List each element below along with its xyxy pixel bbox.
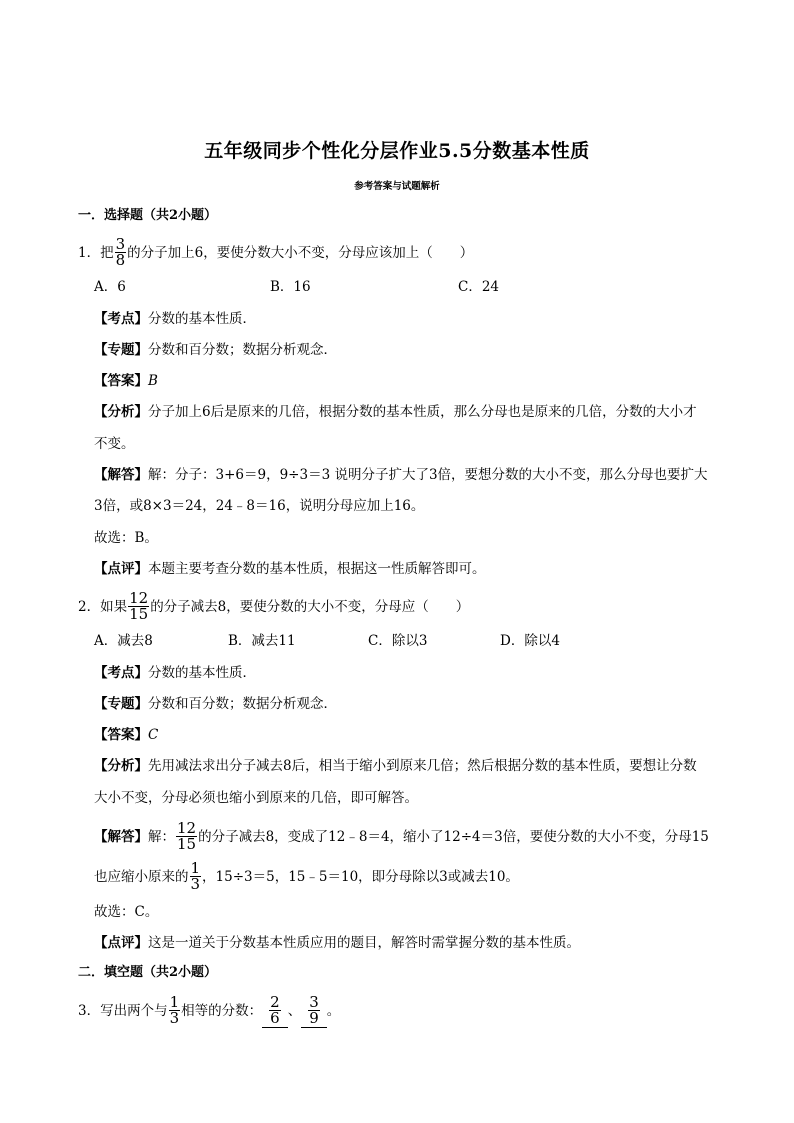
- q2-analysis-line-2: 大小不变，分母必须也缩小到原来的几倍，即可解答。: [94, 790, 418, 806]
- q2-option-d: D．除以4: [500, 633, 560, 649]
- q1-analysis-line-1: 【分析】分子加上6后是原来的几倍，根据分数的基本性质，那么分母也是原来的几倍，分数的大小才: [94, 404, 697, 420]
- q2-solution-line-2: 也应缩小原来的 $\frac{1}{3}$ ，15÷3＝5，15﹣5＝10，即分母除以3或减去10。: [94, 859, 519, 893]
- q1-comment: 【点评】本题主要考查分数的基本性质，根据这一性质解答即可。: [94, 561, 486, 577]
- q2-kaodian: 【考点】分数的基本性质．: [94, 665, 256, 681]
- q1-option-a: A．6: [94, 279, 126, 295]
- q1-solution-line-2: 3倍，或8×3＝24，24﹣8＝16，说明分母应加上16。: [94, 498, 425, 514]
- q1-choice: 故选：B。: [94, 530, 158, 546]
- q2-fraction: $\frac{12}{15}$: [129, 589, 149, 623]
- q1-kaodian: 【考点】分数的基本性质．: [94, 311, 256, 327]
- q2-comment: 【点评】这是一道关于分数基本性质应用的题目，解答时需掌握分数的基本性质。: [94, 935, 580, 951]
- q1-analysis-line-2: 不变。: [94, 436, 135, 452]
- q1-zhuanti: 【专题】分数和百分数；数据分析观念．: [94, 342, 337, 358]
- document-subtitle: 参考答案与试题解析: [354, 181, 440, 192]
- q2-option-c: C．除以3: [368, 633, 428, 649]
- q2-solution-fraction: $\frac{12}{15}$: [177, 819, 197, 853]
- document-title: 五年级同步个性化分层作业5.5分数基本性质: [204, 140, 590, 162]
- q2-option-b: B．减去11: [228, 633, 296, 649]
- q1-suffix: 的分子加上6，要使分数大小不变，分母应该加上（ ）: [127, 245, 474, 261]
- q2-solution-fraction-2: $\frac{1}{3}$: [190, 859, 201, 893]
- q2-options: [94, 631, 560, 651]
- q1-options: [94, 277, 499, 297]
- q1-fraction: $\frac{3}{8}$: [115, 235, 126, 269]
- question-1-stem: [78, 235, 474, 269]
- q1-solution-line-1: 【解答】解：分子：3+6＝9，9÷3＝3 说明分子扩大了3倍，要想分数的大小不变，那么分母也要扩大: [94, 467, 708, 483]
- q3-answer-blank-2: $\frac{3}{9}$: [301, 996, 327, 1028]
- q1-prefix: 1．把: [78, 245, 114, 261]
- question-3-stem: 3．写出两个与 $\frac{1}{3}$ 相等的分数： $\frac{2}{6}$ 、 $\frac{3}{9}$ 。: [78, 993, 341, 1027]
- q3-fraction: $\frac{1}{3}$: [169, 993, 180, 1027]
- q2-analysis-line-1: 【分析】先用减法求出分子减去8后，相当于缩小到原来几倍；然后根据分数的基本性质，要想让分数: [94, 758, 697, 774]
- q2-suffix: 的分子减去8，要使分数的大小不变，分母应（ ）: [150, 599, 470, 615]
- q2-solution-line-1: 【解答】解： $\frac{12}{15}$ 的分子减去8，变成了12﹣8＝4，缩小了12÷4＝3倍，要使分数的大小不变，分母15: [94, 819, 709, 853]
- q1-option-c: C．24: [458, 279, 500, 295]
- question-2-stem: [78, 589, 470, 623]
- q1-answer: 【答案】B: [94, 373, 158, 389]
- q2-choice: 故选：C。: [94, 904, 159, 920]
- q3-answer-blank-1: $\frac{2}{6}$: [262, 996, 288, 1028]
- q2-option-a: A．减去8: [94, 633, 153, 649]
- q1-option-b: B．16: [270, 279, 311, 295]
- q2-prefix: 2．如果: [78, 599, 128, 615]
- q2-zhuanti: 【专题】分数和百分数；数据分析观念．: [94, 696, 337, 712]
- section-heading-choice: 一．选择题（共2小题）: [78, 208, 218, 223]
- section-heading-fill: 二．填空题（共2小题）: [78, 965, 218, 980]
- q2-answer: 【答案】C: [94, 727, 159, 743]
